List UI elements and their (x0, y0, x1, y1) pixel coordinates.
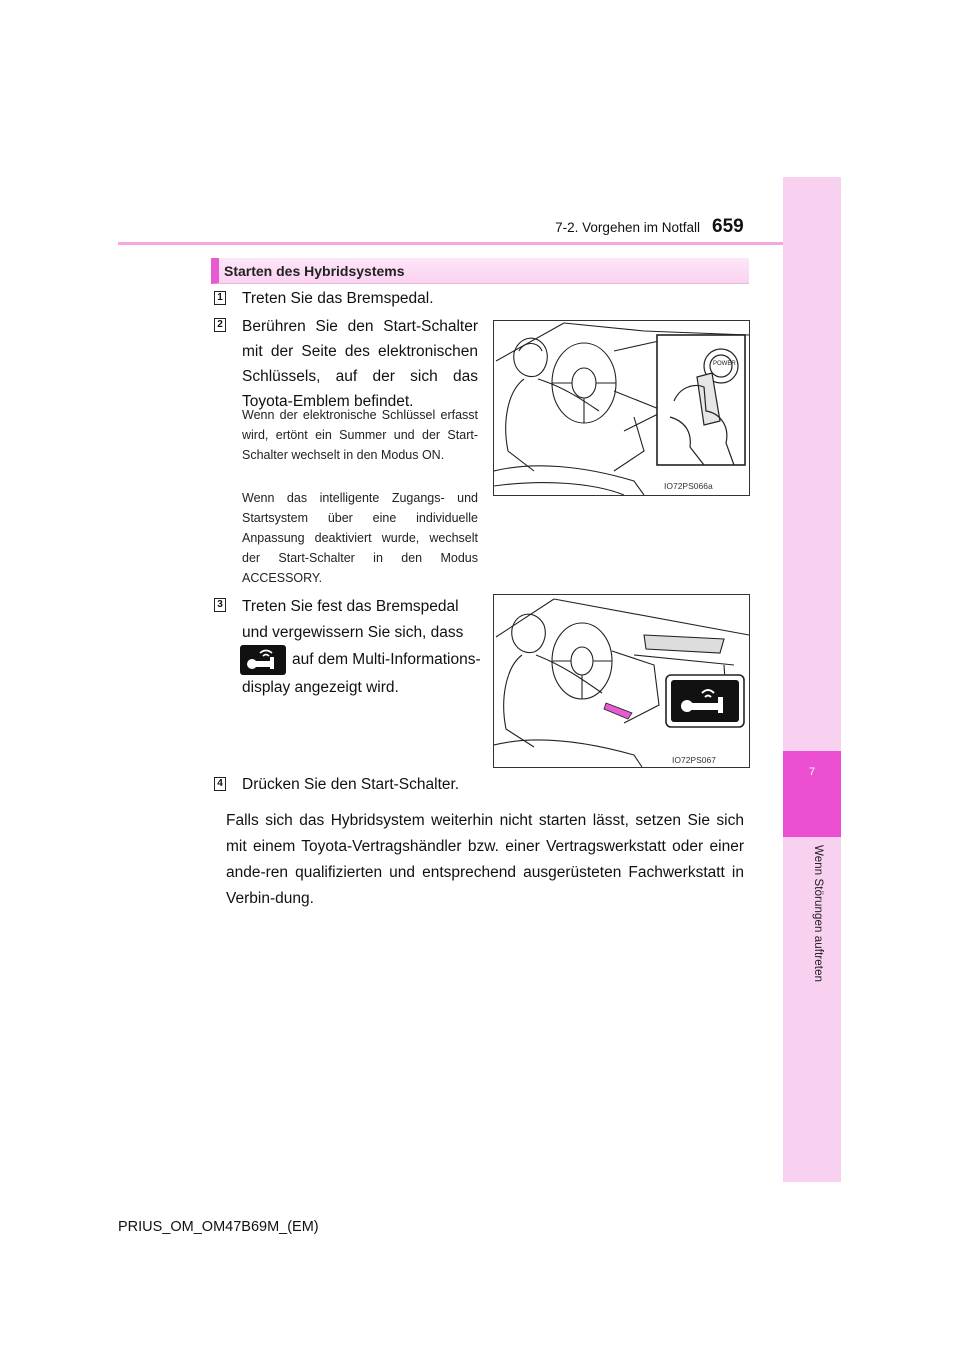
step-3-line-2: und vergewissern Sie sich, dass (242, 624, 464, 641)
chapter-number: 7 (808, 766, 816, 778)
step-2-note-2: Wenn das intelligente Zugangs- und Startsystem über eine individuelle Anpassung deaktiviert wurde, wechselt der Start-Schalter in den Modus ACCESSORY. (242, 491, 478, 585)
step-3-line-4: display angezeigt wird. (242, 679, 399, 696)
step-number-4: 4 (214, 777, 226, 791)
step-4-text: Drücken Sie den Start-Schalter. (242, 776, 460, 793)
page-number: 659 (712, 216, 744, 237)
step-2-text: Berühren Sie den Start-Schalter mit der Seite des elektronischen Schlüssels, auf der sich das Toyota-Emblem befindet. (242, 318, 478, 410)
step-3-line-1: Treten Sie fest das Bremspedal (242, 598, 459, 615)
section-title: Starten des Hybridsystems (224, 263, 405, 279)
chapter-label: Wenn Störungen auftreten (812, 845, 824, 983)
figure-start-switch (493, 320, 750, 496)
step-3-line-3: auf dem Multi-Informations- (292, 651, 481, 668)
key-wave-icon (240, 645, 286, 675)
step-number-3: 3 (214, 598, 226, 612)
key-detected-indicator (240, 645, 286, 675)
start-switch-illustration (494, 321, 749, 495)
closing-paragraph: Falls sich das Hybridsystem weiterhin nicht starten lässt, setzen Sie sich mit einem Toyota-Vertragshändler bzw. einer Vertragswerkstatt oder einer ande-ren qualifizierten und entsprechend ausgerüsteten Fachwerkstatt in Verbin-dung. (226, 812, 744, 907)
chapter-tab-marker (783, 751, 841, 837)
figure-code-2: IO72PS067 (672, 755, 716, 765)
step-2-note-1: Wenn der elektronische Schlüssel erfasst wird, ertönt ein Summer und der Start-Schalter wechselt in den Modus ON. (242, 408, 478, 462)
step-1-text: Treten Sie das Bremspedal. (242, 290, 434, 307)
step-number-2: 2 (214, 318, 226, 332)
figure-multi-info-display (493, 594, 750, 768)
figure-code-1: IO72PS066a (664, 481, 713, 491)
header-rule (118, 242, 783, 245)
power-button-label: POWER (713, 361, 736, 367)
document-footer-code: PRIUS_OM_OM47B69M_(EM) (118, 1219, 319, 1235)
step-number-1: 1 (214, 291, 226, 305)
header-section: 7-2. Vorgehen im Notfall (555, 220, 700, 235)
dashboard-illustration (494, 595, 749, 767)
